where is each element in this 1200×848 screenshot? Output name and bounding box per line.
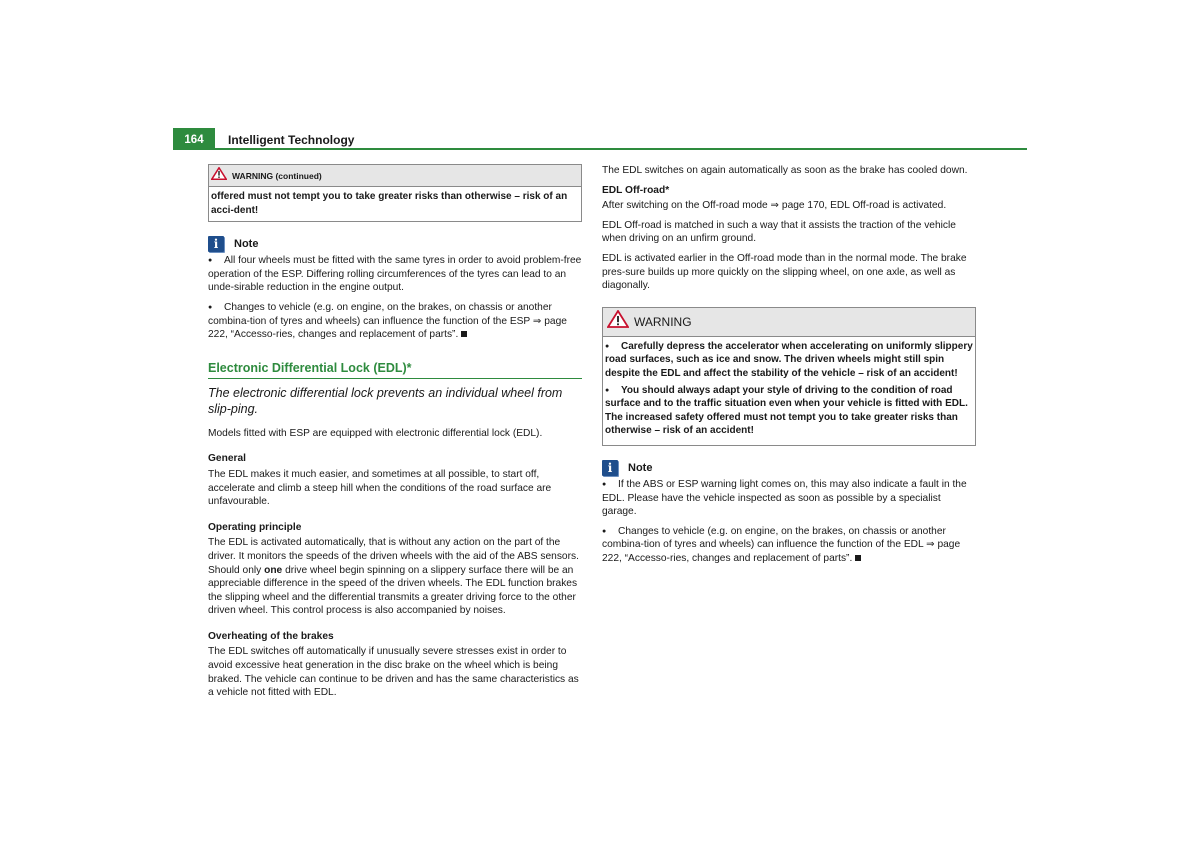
subheading-overheating: Overheating of the brakes	[208, 630, 334, 642]
warning-continued-header	[209, 165, 581, 187]
offroad-paragraph: EDL Off-road is matched in such a way that it assists the traction of the vehicle when driving on an unfirm ground.	[602, 219, 956, 245]
subheading-general: General	[208, 453, 246, 465]
subheading-offroad: EDL Off-road*	[602, 184, 670, 196]
page-number: 164	[173, 128, 215, 150]
note-heading	[208, 236, 582, 252]
section-heading: Electronic Differential Lock (EDL)*	[208, 360, 582, 379]
warning-header	[603, 308, 975, 337]
cooled-paragraph: The EDL switches on again automatically as soon as the brake has cooled down.	[602, 165, 968, 176]
warning-triangle-icon	[607, 310, 629, 334]
intro-paragraph: Models fitted with ESP are equipped with electronic differential lock (EDL).	[208, 427, 543, 439]
end-mark-icon	[461, 331, 467, 337]
operating-paragraph	[208, 536, 582, 618]
lead-paragraph: The electronic differential lock prevents an individual wheel from slip-ping.	[208, 385, 563, 416]
right-column	[602, 164, 976, 571]
warning-continued-text: offered must not tempt you to take greater risks than otherwise – risk of an acci-dent!	[211, 191, 568, 216]
info-icon: i	[208, 236, 224, 252]
subheading-operating-principle: Operating principle	[208, 521, 302, 533]
operating-text-start: The EDL is activated automatically, that is without any action on the part of the driver. It monitors the speeds of the driven wheels with the aid of the ABS sensors. Should only	[208, 537, 579, 576]
warning-item: ● Carefully depress the accelerator when accelerating on uniformly slippery road surfaces, such as ice and snow. The driven wheels might still spin despite the EDL and affect the stability of the vehicle – risk of an accident!	[605, 340, 973, 381]
note-bullet: ● All four wheels must be fitted with the same tyres in order to avoid problem-free operation of the ESP. Differing rolling circumferences of the tyres can lead to an unde-sirable reduction in the engine output.	[208, 254, 582, 295]
warning-continued-box	[208, 164, 582, 222]
note-bullet	[602, 525, 976, 566]
offroad-paragraph: After switching on the Off-road mode ⇒ page 170, EDL Off-road is activated.	[602, 200, 947, 212]
note-bullet-text: ● Changes to vehicle (e.g. on engine, on the brakes, on chassis or another combina-tion of tyres and wheels) can influence the function of the ESP ⇒ page 222, “Accesso-ries, changes and replacement of parts”.	[208, 302, 567, 340]
page-header	[173, 128, 1027, 150]
section-title: Intelligent Technology	[228, 133, 355, 147]
general-paragraph: The EDL makes it much easier, and sometimes at all possible, to start off, accelerate and climb a steep hill when the conditions of the road surface are unfavourable.	[208, 468, 552, 508]
warning-body	[603, 337, 975, 445]
info-icon: i	[602, 460, 618, 476]
warning-continued-title: WARNING (continued)	[232, 170, 322, 181]
end-mark-icon	[855, 555, 861, 561]
warning-item: ● You should always adapt your style of driving to the condition of road surface and to the traffic situation even when your vehicle is fitted with EDL. The increased safety offered must not tempt you to take greater risks than otherwise – risk of an accident!	[605, 384, 973, 438]
operating-text-emphasis: one	[264, 564, 283, 576]
offroad-paragraph: EDL is activated earlier in the Off-road mode than in the normal mode. The brake pres-sure builds up more quickly on the slipping wheel, on one axle, as well as diagonally.	[602, 252, 967, 292]
note-bullet: ● If the ABS or ESP warning light comes on, this may also indicate a fault in the EDL. Please have the vehicle inspected as soon as possible by a specialist garage.	[602, 478, 976, 519]
note-title: Note	[628, 461, 653, 474]
warning-box	[602, 307, 976, 446]
note-bullet	[208, 301, 582, 342]
note-title: Note	[234, 238, 259, 251]
operating-text-end: drive wheel begin spinning on a slippery surface there will be an appreciable difference in the speed of the driven wheels. The EDL function brakes the slipping wheel and the differential transmits a greater driving force to the other driven wheel. This control process is also accompanied by noises.	[208, 564, 578, 617]
warning-title: WARNING	[634, 314, 692, 329]
left-column	[208, 164, 582, 706]
overheating-paragraph: The EDL switches off automatically if unusually severe stresses exist in order to avoid excessive heat generation in the disc brake on the wheel which is being braked. The vehicle can continue to be driven and has the same characteristics as a vehicle not fitted with EDL.	[208, 646, 579, 699]
warning-triangle-icon	[211, 167, 227, 184]
note-bullet-text: ● Changes to vehicle (e.g. on engine, on the brakes, on chassis or another combina-tion of tyres and wheels) can influence the function of the EDL ⇒ page 222, “Accesso-ries, changes and replacement of parts”.	[602, 526, 960, 564]
header-rule	[215, 148, 1027, 150]
note-heading	[602, 460, 976, 476]
